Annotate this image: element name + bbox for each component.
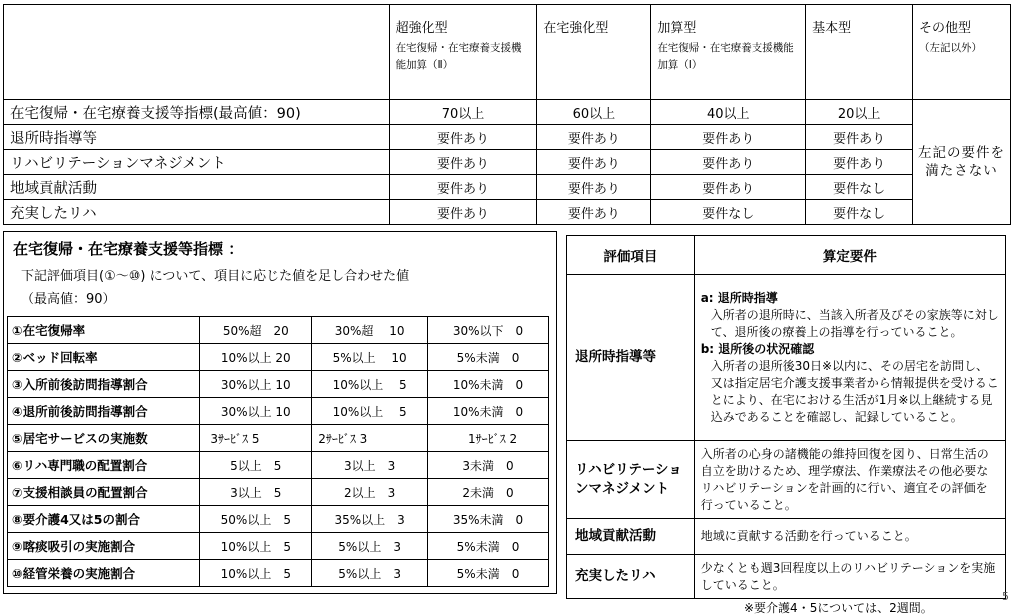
facility-type-table <box>3 4 1011 225</box>
index-box-description: 下記評価項目(①～⑩) について、項目に応じた値を足し合わせた値 <box>21 269 410 284</box>
table-row: リハビリテーションマネジメント 入所者の心身の諸機能の維持回復を図り、日常生活の自立を助けるため、理学療法、作業療法その他必要なリハビリテーションを計画的に行い、適宜その評価を行っていること。 <box>567 441 1006 519</box>
index-box-max: （最高値：90） <box>21 292 116 307</box>
facility-type-header-row <box>4 5 1011 100</box>
requirements-table <box>566 235 1006 599</box>
header-additive: 加算型 在宅復帰・在宅療養支援機能加算（Ⅰ） <box>651 5 806 100</box>
table-row <box>567 275 1006 441</box>
table-row: ⑩経管栄養の実施割合 10%以上 5 5%以上 3 5%未満 0 <box>8 560 549 587</box>
page-number: 5 <box>1002 590 1009 603</box>
table-row: 地域貢献活動 要件あり 要件あり 要件あり 要件なし <box>4 175 1011 200</box>
table-row: リハビリテーションマネジメント 要件あり 要件あり 要件あり 要件あり <box>4 150 1011 175</box>
table-row: ①在宅復帰率 50%超 20 30%超 10 30%以下 0 <box>8 317 549 344</box>
table-row: 退所時指導等 要件あり 要件あり 要件あり 要件あり <box>4 125 1011 150</box>
index-scoring-table <box>7 316 549 587</box>
index-box-title: 在宅復帰・在宅療養支援等指標 ： <box>13 240 244 258</box>
header-super-enhanced: 超強化型 在宅復帰・在宅療養支援機能加算（Ⅱ） <box>389 5 537 100</box>
table-row: ⑨喀痰吸引の実施割合 10%以上 5 5%以上 3 5%未満 0 <box>8 533 549 560</box>
other-type-condition: 左記の要件を満たさない <box>913 100 1011 225</box>
req-item-taisho: 退所時指導等 <box>567 275 695 441</box>
table-row: ⑤居宅サービスの実施数 3ｻｰﾋﾞｽ 5 2ｻｰﾋﾞｽ 3 1ｻｰﾋﾞｽ 2 <box>8 425 549 452</box>
table-row: 地域貢献活動 地域に貢献する活動を行っていること。 <box>567 519 1006 555</box>
header-requirement: 算定要件 <box>694 236 1005 275</box>
table-row: 充実したリハ 少なくとも週3回程度以上のリハビリテーションを実施していること。 <box>567 555 1006 599</box>
header-basic: 基本型 <box>806 5 913 100</box>
header-eval-item: 評価項目 <box>567 236 695 275</box>
header-home-enhanced: 在宅強化型 <box>537 5 651 100</box>
req-desc-taisho: a: 退所時指導 入所者の退所時に、当該入所者及びその家族等に対して、退所後の療養上の指導を行っていること。 b: 退所後の状況確認 入所者の退所後30日※以内に、その居宅を訪問し、又は指定居宅介護支援事業者から情報提供を受けることにより、在宅における生活が1月※以上継続する見込みであることを確認し、記録していること。 <box>694 275 1005 441</box>
table-row: ⑦支援相談員の配置割合 3以上 5 2以上 3 2未満 0 <box>8 479 549 506</box>
requirements-header-row <box>567 236 1006 275</box>
footnote: ※要介護4・5については、2週間。 <box>744 601 933 615</box>
table-row: ②ベッド回転率 10%以上 20 5%以上 10 5%未満 0 <box>8 344 549 371</box>
table-row: 在宅復帰・在宅療養支援等指標(最高値：90) 70以上 60以上 40以上 20以上 左記の要件を満たさない <box>4 100 1011 125</box>
table-row: ③入所前後訪問指導割合 30%以上 10 10%以上 5 10%未満 0 <box>8 371 549 398</box>
table-row: ⑧要介護4又は5の割合 50%以上 5 35%以上 3 35%未満 0 <box>8 506 549 533</box>
header-other: その他型 （左記以外） <box>913 5 1011 100</box>
table-row: 充実したリハ 要件あり 要件あり 要件なし 要件なし <box>4 200 1011 225</box>
header-blank-cell <box>4 5 390 100</box>
table-row: ⑥リハ専門職の配置割合 5以上 5 3以上 3 3未満 0 <box>8 452 549 479</box>
table-row: ④退所前後訪問指導割合 30%以上 10 10%以上 5 10%未満 0 <box>8 398 549 425</box>
